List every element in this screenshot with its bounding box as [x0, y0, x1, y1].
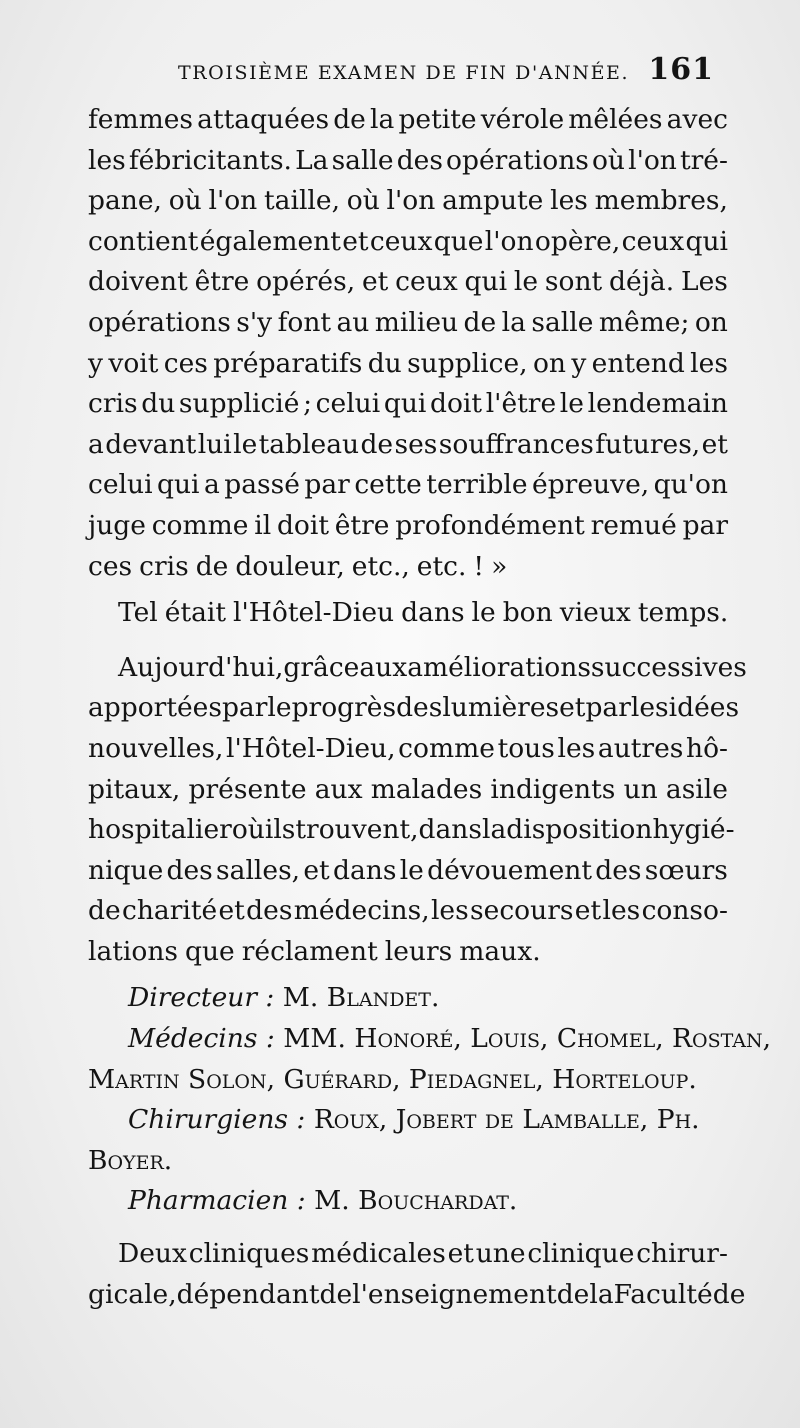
text-line: ces cris de douleur, etc., etc. ! » [88, 550, 508, 582]
staff-chirurgiens-cont [88, 1141, 728, 1182]
text-line: gicale, dépendant de l'enseignement de la Faculté de [88, 1278, 746, 1310]
staff-label: Pharmacien : [128, 1185, 306, 1217]
text-line: a devant lui le tableau de ses souffrances futures, et [88, 428, 728, 460]
body-text [88, 100, 771, 1315]
text-line: pitaux, présente aux malades indigents un asile [88, 773, 728, 805]
text-line: Tel était l'Hôtel-Dieu dans le bon vieux temps. [118, 597, 729, 629]
text-line: Deux cliniques médicales et une clinique chirur- [118, 1238, 728, 1270]
staff-name: MM. Honoré, Louis, Chomel, Rostan, [283, 1023, 771, 1055]
text-line: de charité et des médecins, les secours et les conso- [88, 895, 728, 927]
staff-name: M. Blandet. [282, 982, 440, 1014]
text-line: doivent être opérés, et ceux qui le sont déjà. Les [88, 266, 728, 298]
text-line: Aujourd'hui, grâce aux améliorations successives [118, 651, 747, 683]
staff-label: Directeur : [128, 982, 275, 1014]
paragraph-3 [88, 648, 747, 973]
text-line: lations que réclament leurs maux. [88, 935, 541, 967]
page-header [178, 52, 718, 96]
paragraph-2 [88, 593, 728, 634]
page-number: 161 [648, 52, 714, 87]
text-line: nique des salles, et dans le dévouement des sœurs [88, 854, 728, 886]
staff-medecins-cont [88, 1060, 728, 1101]
staff-directeur [88, 978, 728, 1019]
staff-label: Chirurgiens : [128, 1104, 306, 1136]
text-line: hospitalier où ils trouvent, dans la disposition hygié- [88, 814, 735, 846]
staff-medecins [88, 1019, 771, 1060]
text-line: y voit ces préparatifs du supplice, on y entend les [88, 347, 728, 379]
staff-name: Roux, Jobert de Lamballe, Ph. [313, 1104, 700, 1136]
text-line: contient également et ceux que l'on opère, ceux qui [88, 225, 728, 257]
staff-name: Martin Solon, Guérard, Piedagnel, Horteloup. [88, 1063, 697, 1095]
running-head: TROISIÈME EXAMEN DE FIN D'ANNÉE. [178, 62, 630, 84]
text-line: cris du supplicié ; celui qui doit l'être le lendemain [88, 388, 728, 420]
text-line: les fébricitants. La salle des opérations où l'on tré- [88, 144, 728, 176]
paragraph-1 [88, 100, 728, 587]
text-line: juge comme il doit être profondément remué par [88, 509, 728, 541]
text-line: femmes attaquées de la petite vérole mêlées avec [88, 104, 728, 135]
staff-chirurgiens [88, 1100, 728, 1141]
text-line: nouvelles, l'Hôtel-Dieu, comme tous les autres hô- [88, 732, 728, 764]
staff-pharmacien [88, 1181, 728, 1222]
text-line: opérations s'y font au milieu de la salle même; on [88, 306, 728, 338]
text-line: pane, où l'on taille, où l'on ampute les membres, [88, 185, 728, 217]
text-line: celui qui a passé par cette terrible épreuve, qu'on [88, 469, 728, 501]
staff-name: Boyer. [88, 1144, 173, 1176]
staff-label: Médecins : [128, 1023, 275, 1055]
paragraph-4 [88, 1234, 746, 1315]
staff-list [88, 978, 771, 1222]
staff-name: M. Bouchardat. [314, 1185, 518, 1217]
text-line: apportées par le progrès des lumières et par les idées [88, 692, 740, 724]
